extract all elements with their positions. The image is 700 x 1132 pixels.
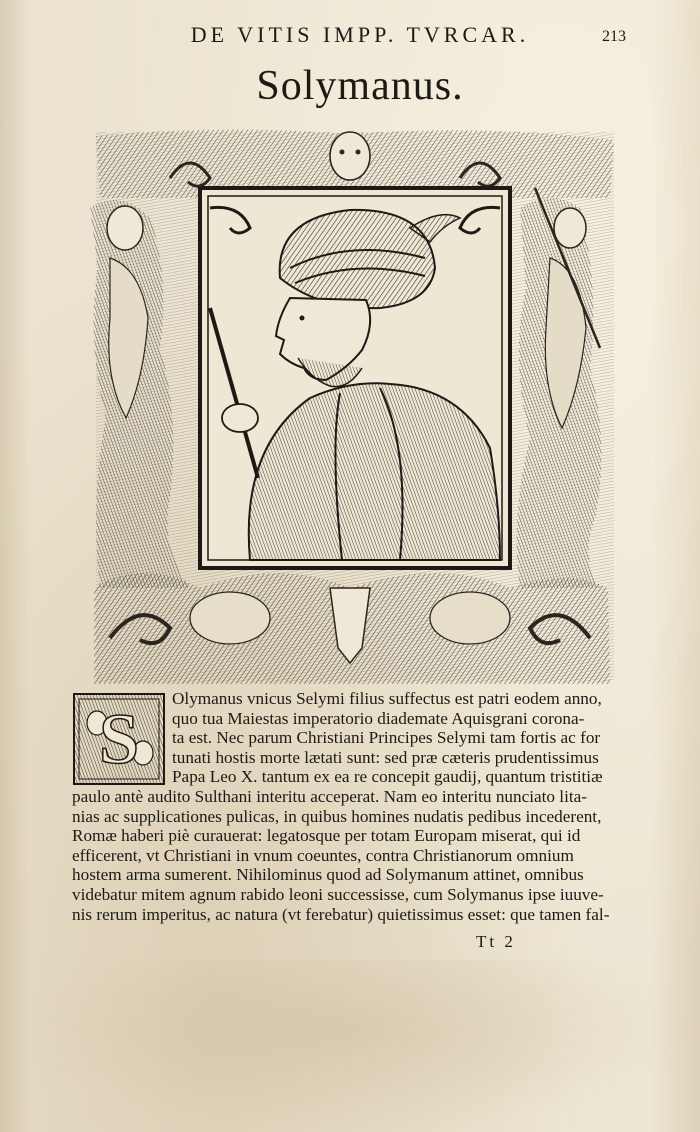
woodcut-portrait — [80, 118, 620, 688]
text-line: tunati hostis morte lætati sunt: sed præ cæteris prudentissimus — [172, 747, 599, 767]
text-line: paulo antè audito Sulthani interitu acceperat. Nam eo interitu nunciato lita- — [72, 786, 587, 806]
paper-stain — [0, 960, 700, 1132]
text-line: Papa Leo X. tantum ex ea re concepit gaudij, quantum tristitiæ — [172, 767, 603, 787]
body-text — [72, 689, 612, 924]
signature-mark: Tt 2 — [476, 932, 516, 951]
text-line: ta est. Nec parum Christiani Principes Selymi tam fortis ac for — [172, 728, 601, 748]
text-line: hostem arma sumerent. Nihilominus quod ad Solymanum attinet, omnibus — [72, 865, 584, 885]
text-line: nias ac supplicationes pulicas, in quibus homines nudatis pedibus incederent, — [72, 806, 602, 826]
text-line: quo tua Maiestas imperatorio diademate Aquisgrani corona- — [172, 708, 585, 728]
text-line: Olymanus vnicus Selymi filius suffectus est patri eodem anno, — [172, 689, 602, 708]
initial-letter: S — [98, 699, 140, 779]
page-number: 213 — [602, 28, 626, 45]
portrait-panel — [200, 188, 510, 568]
page-title: Solymanus. — [256, 63, 464, 109]
text-line: videbatur mitem agnum rabido leoni successisse, cum Solymanus ipse iuuve- — [72, 884, 604, 904]
text-line: nis rerum imperitus, ac natura (vt ferebatur) quietissimus esset: que tamen fal- — [72, 904, 610, 924]
text-line: Romæ haberi piè curauerat: legatosque per totam Europam miserat, qui id — [72, 826, 581, 846]
text-line: efficerent, vt Christiani in vnum coeuntes, contra Christianorum omnium — [72, 845, 574, 865]
running-title: DE VITIS IMPP. TVRCAR. — [190, 22, 530, 47]
